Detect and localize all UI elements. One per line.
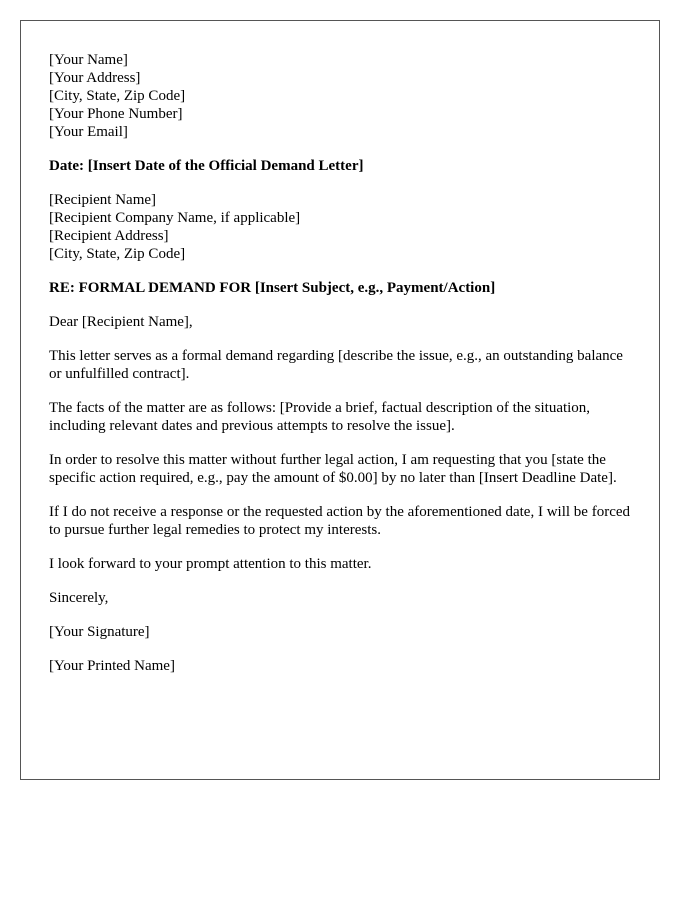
recipient-city-state-zip: [City, State, Zip Code] [49, 246, 186, 262]
body-paragraph-request: In order to resolve this matter without further legal action, I am requesting that you [state the specific action required, e.g., pay the amount of $0.00] by no later than [Insert Deadline Date]. [49, 452, 617, 486]
sender-block [49, 51, 631, 141]
body-paragraph-issue: This letter serves as a formal demand regarding [describe the issue, e.g., an outstanding balance or unfulfilled contract]. [49, 348, 623, 382]
printed-name-placeholder: [Your Printed Name] [49, 658, 175, 674]
body-paragraph-facts: The facts of the matter are as follows: [Provide a brief, factual description of the situation, including relevant dates and previous attempts to resolve the issue]. [49, 400, 591, 434]
salutation: Dear [Recipient Name], [49, 314, 193, 330]
recipient-block [49, 191, 631, 263]
recipient-company: [Recipient Company Name, if applicable] [49, 210, 301, 226]
sender-email: [Your Email] [49, 124, 128, 140]
sender-address: [Your Address] [49, 70, 141, 86]
sender-phone: [Your Phone Number] [49, 106, 183, 122]
letter-page [20, 20, 660, 780]
recipient-name: [Recipient Name] [49, 192, 157, 208]
body-paragraph-consequence: If I do not receive a response or the requested action by the aforementioned date, I will be forced to pursue further legal remedies to protect my interests. [49, 504, 631, 538]
sender-name: [Your Name] [49, 52, 128, 68]
subject-line: RE: FORMAL DEMAND FOR [Insert Subject, e.g., Payment/Action] [49, 280, 496, 296]
closing: Sincerely, [49, 590, 109, 606]
date-line: Date: [Insert Date of the Official Demand Letter] [49, 158, 364, 174]
body-paragraph-closing-remark: I look forward to your prompt attention to this matter. [49, 556, 372, 572]
recipient-address: [Recipient Address] [49, 228, 169, 244]
sender-city-state-zip: [City, State, Zip Code] [49, 88, 186, 104]
signature-placeholder: [Your Signature] [49, 624, 150, 640]
